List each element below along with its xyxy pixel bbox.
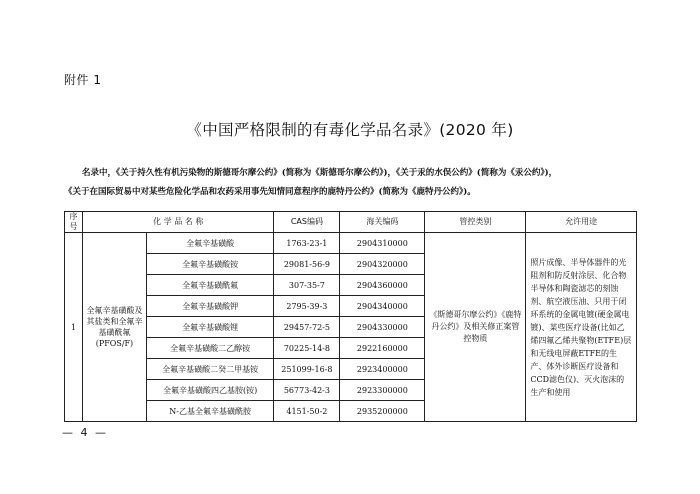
document-title: 《中国严格限制的有毒化学品名录》(2020 年)	[186, 121, 514, 139]
page-number: — 4 —	[62, 426, 108, 439]
hs-code-cell: 2923400000	[340, 359, 425, 380]
attachment-label: 附件 1	[64, 73, 102, 87]
chemical-name-cell: 全氟辛基磺酸铵	[146, 254, 274, 275]
chemical-name-cell: 全氟辛基磺酸钾	[146, 296, 274, 317]
intro-line-1: 名录中，《关于持久性有机污染物的斯德哥尔摩公约》(简称为《斯德哥尔摩公约》)，《关于汞的水俣公约》(简称为《汞公约》)，	[82, 168, 558, 178]
table-header-row	[65, 212, 637, 233]
hs-code-cell: 2935200000	[340, 401, 425, 422]
header-name: 化 学 品 名 称	[83, 212, 274, 233]
table-row	[65, 233, 637, 254]
header-cas: CAS编码	[274, 212, 340, 233]
intro-paragraph	[64, 164, 638, 202]
group-name-cell: 全氟辛基磺酸及其盐类和全氟辛基磺酰氟(PFOS/F)	[83, 233, 147, 422]
chemical-name-cell: 全氟辛基磺酰氟	[146, 275, 274, 296]
header-control: 管控类别	[425, 212, 526, 233]
header-hs: 海关编码	[340, 212, 425, 233]
cas-cell: 56773-42-3	[274, 380, 340, 401]
header-seq: 序号	[65, 212, 83, 233]
chemical-name-cell: 全氟辛基磺酸四乙基胺(铵)	[146, 380, 274, 401]
cas-cell: 251099-16-8	[274, 359, 340, 380]
seq-cell: 1	[65, 233, 83, 422]
hs-code-cell: 2922160000	[340, 338, 425, 359]
allowed-use-cell: 照片成像、半导体器件的光阻剂和防反射涂层、化合物半导体和陶瓷滤芯的刻蚀剂、航空液压油、只用于闭环系统的金属电镀(硬金属电镀)、某些医疗设备(比如乙烯四氟乙烯共聚物(ETFE)层和无线电屏蔽ETFE的生产、体外诊断医疗设备和CCD滤色仪)、灭火泡沫的生产和使用	[526, 233, 637, 422]
control-category-cell: 《斯德哥尔摩公约》《鹿特丹公约》及相关修正案管控物质	[425, 233, 526, 422]
hs-code-cell: 2904340000	[340, 296, 425, 317]
cas-cell: 307-35-7	[274, 275, 340, 296]
cas-cell: 2795-39-3	[274, 296, 340, 317]
cas-cell: 70225-14-8	[274, 338, 340, 359]
hs-code-cell: 2904320000	[340, 254, 425, 275]
intro-line-2: 《关于在国际贸易中对某些危险化学品和农药采用事先知情同意程序的鹿特丹公约》(简称为《鹿特丹公约》)。	[64, 187, 476, 197]
chemical-name-cell: 全氟辛基磺酸	[146, 233, 274, 254]
chemical-name-cell: N-乙基全氟辛基磺酰胺	[146, 401, 274, 422]
hs-code-cell: 2923300000	[340, 380, 425, 401]
chemical-list-table	[64, 211, 637, 422]
header-use: 允许用途	[526, 212, 637, 233]
chemical-name-cell: 全氟辛基磺酸二癸二甲基铵	[146, 359, 274, 380]
hs-code-cell: 2904330000	[340, 317, 425, 338]
chemical-name-cell: 全氟辛基磺酸二乙醇铵	[146, 338, 274, 359]
cas-cell: 4151-50-2	[274, 401, 340, 422]
hs-code-cell: 2904360000	[340, 275, 425, 296]
chemical-name-cell: 全氟辛基磺酸锂	[146, 317, 274, 338]
cas-cell: 29457-72-5	[274, 317, 340, 338]
table-body	[65, 233, 637, 422]
cas-cell: 29081-56-9	[274, 254, 340, 275]
hs-code-cell: 2904310000	[340, 233, 425, 254]
cas-cell: 1763-23-1	[274, 233, 340, 254]
